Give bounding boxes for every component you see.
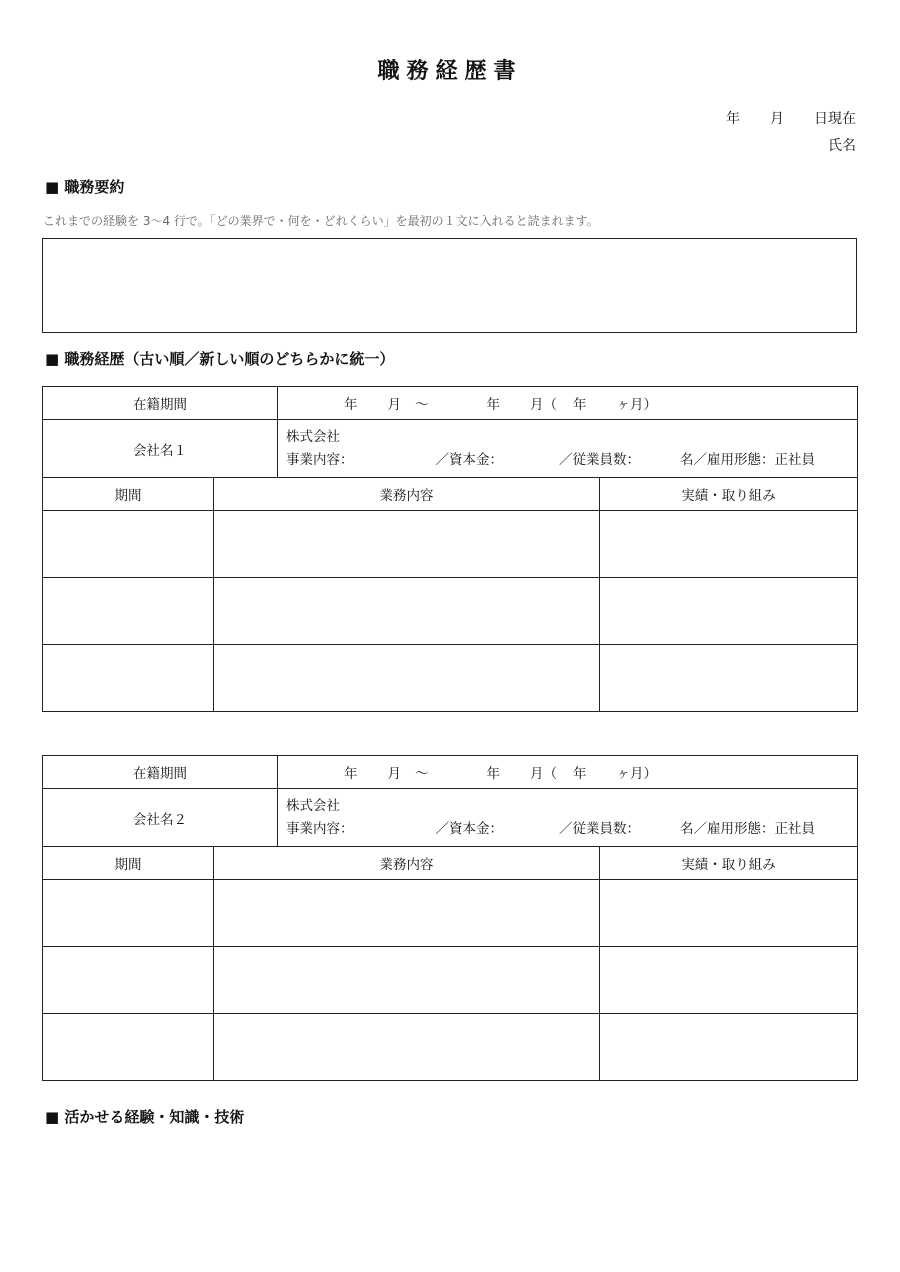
achievements-cell[interactable] <box>600 947 858 1014</box>
duties-cell[interactable] <box>214 578 600 645</box>
achievements-cell[interactable] <box>600 1014 858 1081</box>
col-achievements: 実績・取り組み <box>600 478 858 511</box>
capital-label: ／資本金： <box>435 451 503 468</box>
period-label: 在籍期間 <box>43 756 278 789</box>
col-duties: 業務内容 <box>214 478 600 511</box>
period-cell[interactable] <box>43 1014 214 1081</box>
achievements-cell[interactable] <box>600 511 858 578</box>
col-achievements: 実績・取り組み <box>600 847 858 880</box>
duties-cell[interactable] <box>214 947 600 1014</box>
period-label: 在籍期間 <box>43 387 278 420</box>
career-heading: ■ 職務経歴（古い順／新しい順のどちらかに統一） <box>45 350 395 368</box>
period-tilde: 〜 <box>415 766 429 782</box>
date-year: 年 <box>726 111 740 127</box>
date-day: 日現在 <box>814 111 856 127</box>
period-tilde: 〜 <box>415 397 429 413</box>
company-table-2 <box>42 755 858 1081</box>
table-row <box>43 1014 858 1081</box>
duties-cell[interactable] <box>214 1014 600 1081</box>
skills-heading: ■ 活かせる経験・知識・技術 <box>45 1108 245 1126</box>
period-cell[interactable] <box>43 645 214 712</box>
period-month-1: 月 <box>387 397 401 413</box>
company-info[interactable] <box>278 420 858 478</box>
date-line <box>726 108 856 128</box>
achievements-cell[interactable] <box>600 578 858 645</box>
company-label: 会社名１ <box>43 420 278 478</box>
summary-hint: これまでの経験を 3〜4 行で。「どの業界で・何を・どれくらい」を最初の１文に入れると読まれます。 <box>43 214 599 228</box>
period-months: ヶ月） <box>616 397 657 413</box>
duties-cell[interactable] <box>214 511 600 578</box>
period-year-3: 年 <box>573 766 587 782</box>
achievements-cell[interactable] <box>600 880 858 947</box>
achievements-cell[interactable] <box>600 645 858 712</box>
employees-label: ／従業員数： <box>559 451 640 468</box>
period-cell[interactable] <box>43 578 214 645</box>
period-months: ヶ月） <box>616 766 657 782</box>
col-duties: 業務内容 <box>214 847 600 880</box>
period-cell[interactable] <box>43 511 214 578</box>
employment-label: 名／雇用形態：正社員 <box>680 451 815 468</box>
table-row <box>43 645 858 712</box>
employees-label: ／従業員数： <box>559 820 640 837</box>
duties-cell[interactable] <box>214 645 600 712</box>
period-month-1: 月 <box>387 766 401 782</box>
company-info[interactable] <box>278 789 858 847</box>
employment-label: 名／雇用形態：正社員 <box>680 820 815 837</box>
col-period: 期間 <box>43 847 214 880</box>
document-title: 職務経歴書 <box>377 59 523 84</box>
period-year-2: 年 <box>486 397 500 413</box>
period-year-1: 年 <box>344 397 358 413</box>
period-month-2: 月（ <box>530 766 557 782</box>
table-row <box>43 511 858 578</box>
period-value[interactable] <box>278 387 858 420</box>
period-year-2: 年 <box>486 766 500 782</box>
business-label: 事業内容： <box>286 451 354 468</box>
period-value[interactable] <box>278 756 858 789</box>
business-label: 事業内容： <box>286 820 354 837</box>
duties-cell[interactable] <box>214 880 600 947</box>
company-table-1 <box>42 386 858 712</box>
company-name: 株式会社 <box>286 428 340 445</box>
period-cell[interactable] <box>43 880 214 947</box>
col-period: 期間 <box>43 478 214 511</box>
capital-label: ／資本金： <box>435 820 503 837</box>
period-year-1: 年 <box>344 766 358 782</box>
company-name: 株式会社 <box>286 797 340 814</box>
table-row <box>43 880 858 947</box>
name-label: 氏名 <box>828 138 856 154</box>
table-row <box>43 947 858 1014</box>
period-year-3: 年 <box>573 397 587 413</box>
date-month: 月 <box>770 111 784 127</box>
table-row <box>43 578 858 645</box>
company-label: 会社名２ <box>43 789 278 847</box>
summary-heading: ■ 職務要約 <box>45 178 125 196</box>
period-month-2: 月（ <box>530 397 557 413</box>
summary-input-box[interactable] <box>42 238 857 333</box>
period-cell[interactable] <box>43 947 214 1014</box>
